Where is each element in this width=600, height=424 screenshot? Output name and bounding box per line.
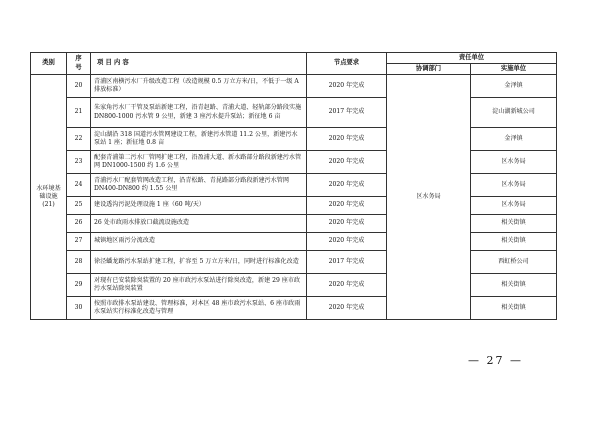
page-number: — 27 — — [468, 354, 523, 367]
row-milestone: 2020 年完成 — [307, 215, 387, 233]
table-row — [31, 197, 557, 215]
row-desc: 对现有已安装除臭装置的 20 座市政污水泵站进行除臭改造，新建 29 座市政污水泵站除臭装置 — [91, 274, 307, 297]
table-row — [31, 233, 557, 251]
project-table — [30, 52, 557, 320]
row-unit: 相关街镇 — [471, 215, 557, 233]
row-no: 24 — [67, 174, 91, 197]
row-milestone: 2020 年完成 — [307, 151, 387, 174]
row-milestone: 2017 年完成 — [307, 251, 387, 274]
row-no: 20 — [67, 75, 91, 98]
header-responsible: 责任单位 — [387, 53, 557, 64]
table-row — [31, 251, 557, 274]
row-desc: 建设透沟污泥处理设施 1 座（60 吨/天） — [91, 197, 307, 215]
header-project: 项 目 内 容 — [91, 53, 307, 75]
row-unit: 区水务局 — [471, 151, 557, 174]
row-milestone: 2020 年完成 — [307, 75, 387, 98]
coordinate-cell: 区水务局 — [387, 75, 471, 320]
row-unit: 相关街镇 — [471, 233, 557, 251]
row-no: 23 — [67, 151, 91, 174]
row-desc: 青浦区南横污水厂升级改造工程（改造规模 0.5 万立方米/日，不低于一级 A 排放标准） — [91, 75, 307, 98]
row-no: 27 — [67, 233, 91, 251]
row-no: 25 — [67, 197, 91, 215]
row-milestone: 2020 年完成 — [307, 174, 387, 197]
table-row — [31, 151, 557, 174]
table-row — [31, 215, 557, 233]
row-desc: 城镇地区雨污分流改造 — [91, 233, 307, 251]
row-desc: 徐泾蟠龙路污水泵站扩建工程，扩容至 5 万立方米/日，同时进行标准化改造 — [91, 251, 307, 274]
table-row — [31, 274, 557, 297]
row-unit: 淀山湖新城公司 — [471, 98, 557, 128]
row-desc: 按照市政排水泵站建设、管理标准，对本区 48 座市政污水泵站、6 座市政雨水泵站实行标准化改造与管理 — [91, 297, 307, 320]
row-no: 21 — [67, 98, 91, 128]
row-desc: 朱家角污水厂干管及泵站新建工程，沿青赵路、青浦大道、轻轨部分路段实施 DN800-1000 污水管 9 公里，新建 3 座污水提升泵站；新征地 6 亩 — [91, 98, 307, 128]
header-milestone: 节点要求 — [307, 53, 387, 75]
table-row — [31, 128, 557, 151]
row-desc: 配套青浦第二污水厂管网扩建工程，沿盈浦大道、新水路部分路段新建污水管网 DN1000-1500 约 1.6 公里 — [91, 151, 307, 174]
row-no: 30 — [67, 297, 91, 320]
table-row — [31, 174, 557, 197]
header-seq-text: 序 号 — [75, 55, 82, 71]
row-no: 26 — [67, 215, 91, 233]
header-category: 类别 — [31, 53, 67, 75]
project-table-sheet — [30, 52, 556, 320]
row-no: 28 — [67, 251, 91, 274]
header-implement: 实施单位 — [471, 64, 557, 75]
row-milestone: 2020 年完成 — [307, 128, 387, 151]
row-milestone: 2020 年完成 — [307, 233, 387, 251]
row-unit: 金泽镇 — [471, 128, 557, 151]
row-milestone: 2020 年完成 — [307, 274, 387, 297]
row-no: 29 — [67, 274, 91, 297]
table-row — [31, 98, 557, 128]
table-row — [31, 75, 557, 98]
row-milestone: 2020 年完成 — [307, 197, 387, 215]
row-no: 22 — [67, 128, 91, 151]
row-unit: 区水务局 — [471, 174, 557, 197]
row-unit: 区水务局 — [471, 197, 557, 215]
row-unit: 相关街镇 — [471, 274, 557, 297]
row-unit: 金泽镇 — [471, 75, 557, 98]
row-unit: 相关街镇 — [471, 297, 557, 320]
header-coordinate: 协调部门 — [387, 64, 471, 75]
row-desc: 26 处市政雨水排放口截流设施改造 — [91, 215, 307, 233]
row-desc: 青浦污水厂配套管网改造工程，沿青松路、青昆路部分路段新建污水管网 DN400-DN800 约 1.55 公里 — [91, 174, 307, 197]
table-row — [31, 297, 557, 320]
category-cell: 水环境基础设施(21) — [31, 75, 67, 320]
row-milestone: 2017 年完成 — [307, 98, 387, 128]
row-milestone: 2020 年完成 — [307, 297, 387, 320]
row-unit: 西虹桥公司 — [471, 251, 557, 274]
header-seq — [67, 53, 91, 75]
row-desc: 淀山湖沿 318 国道污水管网建设工程，新建污水管道 11.2 公里，新建污水泵站 1 座；新征地 0.8 亩 — [91, 128, 307, 151]
